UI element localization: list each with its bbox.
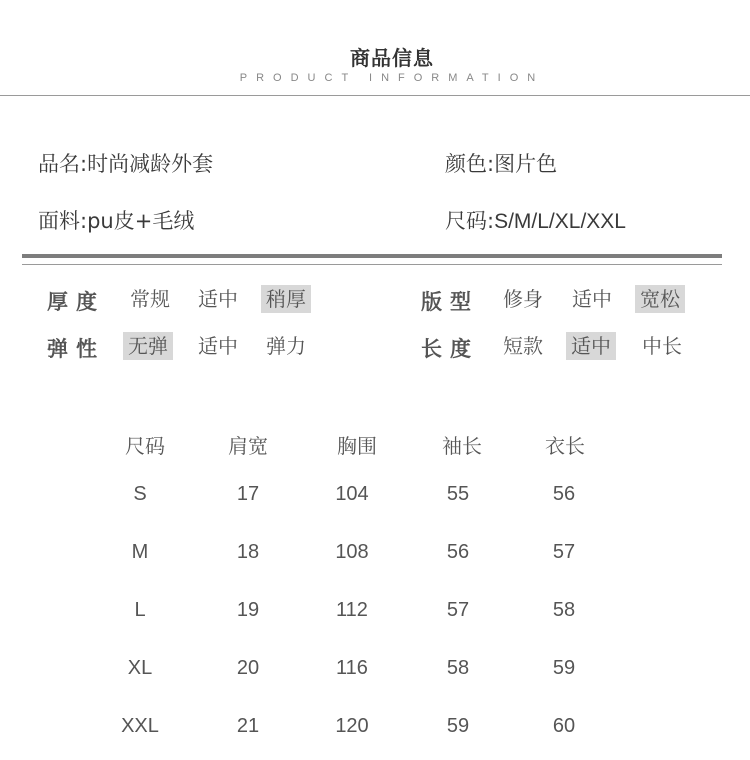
product-name-value: 时尚减龄外套 — [87, 152, 214, 176]
elasticity-option-3: 弹力 — [266, 334, 306, 358]
thickness-option-2: 适中 — [198, 287, 238, 311]
length-option-3: 中长 — [642, 334, 682, 358]
fit-option-2: 适中 — [572, 287, 612, 311]
product-color-label: 颜色: — [445, 152, 495, 176]
size-table-header-shoulder: 肩宽 — [228, 434, 268, 458]
size-table-header-length: 衣长 — [545, 434, 585, 458]
size-table-header-size: 尺码 — [125, 434, 165, 458]
table-cell-shoulder: 19 — [236, 599, 260, 621]
product-size-row — [445, 205, 626, 235]
table-cell-size: XXL — [121, 715, 159, 737]
table-cell-sleeve: 59 — [446, 715, 470, 737]
length-label: 长度 — [421, 337, 479, 361]
table-cell-sleeve: 55 — [446, 483, 470, 505]
table-cell-shoulder: 20 — [236, 657, 260, 679]
thickness-option-1: 常规 — [130, 287, 170, 311]
table-cell-chest: 108 — [335, 541, 369, 563]
thickness-option-3-selected: 稍厚 — [261, 285, 311, 313]
product-name-row — [38, 148, 213, 178]
table-cell-chest: 104 — [335, 483, 369, 505]
size-table-header-sleeve: 袖长 — [442, 434, 482, 458]
table-cell-size: L — [134, 599, 146, 621]
product-fabric-row — [38, 205, 194, 235]
product-color-value: 图片色 — [494, 152, 558, 176]
table-cell-length: 59 — [552, 657, 576, 679]
page-subtitle: PRODUCT INFORMATION — [239, 72, 545, 84]
table-cell-length: 56 — [552, 483, 576, 505]
elasticity-label: 弹性 — [47, 337, 105, 361]
product-name-label: 品名: — [38, 152, 88, 176]
table-cell-shoulder: 17 — [236, 483, 260, 505]
table-cell-shoulder: 21 — [236, 715, 260, 737]
elasticity-option-1-selected: 无弹 — [123, 332, 173, 360]
thickness-label: 厚度 — [47, 290, 105, 314]
product-color-row — [445, 148, 557, 178]
table-cell-shoulder: 18 — [236, 541, 260, 563]
table-cell-sleeve: 58 — [446, 657, 470, 679]
section-divider-thin — [22, 264, 722, 265]
table-cell-length: 60 — [552, 715, 576, 737]
product-fabric-value: pu皮+毛绒 — [87, 209, 195, 233]
length-option-2-selected: 适中 — [566, 332, 616, 360]
table-cell-chest: 112 — [336, 599, 368, 621]
length-option-1: 短款 — [503, 334, 543, 358]
fit-label: 版型 — [421, 290, 479, 314]
fit-option-1: 修身 — [503, 287, 543, 311]
product-fabric-label: 面料: — [38, 209, 88, 233]
table-cell-length: 58 — [552, 599, 576, 621]
table-cell-chest: 120 — [335, 715, 369, 737]
page-title: 商品信息 — [350, 46, 434, 70]
fit-option-3-selected: 宽松 — [635, 285, 685, 313]
table-cell-size: M — [131, 541, 149, 563]
section-divider-thick — [22, 254, 722, 258]
table-cell-size: XL — [127, 657, 153, 679]
table-cell-sleeve: 56 — [446, 541, 470, 563]
table-cell-chest: 116 — [336, 657, 368, 679]
product-size-label: 尺码: — [445, 209, 495, 233]
table-cell-size: S — [133, 483, 147, 505]
product-size-value: S/M/L/XL/XXL — [494, 210, 626, 233]
table-cell-length: 57 — [552, 541, 576, 563]
table-cell-sleeve: 57 — [446, 599, 470, 621]
size-table-header-chest: 胸围 — [337, 434, 377, 458]
elasticity-option-2: 适中 — [198, 334, 238, 358]
header-divider — [0, 95, 750, 96]
